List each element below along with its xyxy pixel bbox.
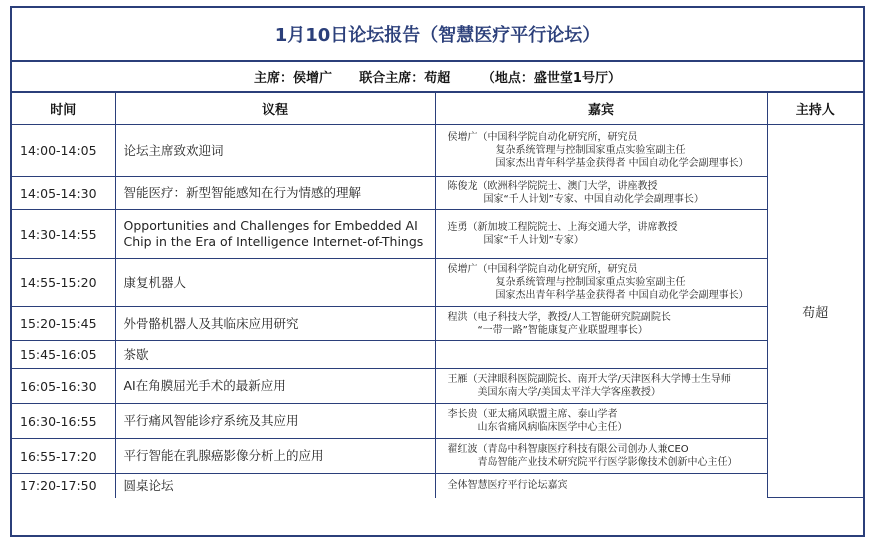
guest-line: 全体智慧医疗平行论坛嘉宾	[447, 480, 568, 492]
agenda-cell: 智能医疗：新型智能感知在行为情感的理解	[115, 177, 435, 210]
guest-line: 青岛智能产业技术研究院平行医学影像技术创新中心主任）	[477, 457, 738, 468]
guest-cell	[435, 259, 767, 307]
guest-cell	[435, 369, 767, 404]
guest-cell	[435, 474, 767, 498]
time-cell: 16:30-16:55	[12, 404, 115, 439]
guest-line: 陈俊龙（欧洲科学院院士、澳门大学，讲座教授	[447, 181, 658, 192]
guest-line: “一带一路”智能康复产业联盟理事长）	[477, 324, 648, 336]
time-cell: 16:05-16:30	[12, 369, 115, 404]
table-row	[12, 341, 863, 369]
guest-line: 复杂系统管理与控制国家重点实验室副主任	[495, 277, 686, 288]
header-agenda: 议程	[115, 93, 435, 125]
header-host: 主持人	[767, 93, 863, 125]
guest-cell	[435, 125, 767, 177]
table-row	[12, 439, 863, 474]
agenda-cell: Opportunities and Challenges for Embedded AI Chip in the Era of Intelligence Internet-of-Things	[115, 210, 435, 259]
guest-cell	[435, 210, 767, 259]
guest-cell	[435, 341, 767, 369]
agenda-cell: 平行痛风智能诊疗系统及其应用	[115, 404, 435, 439]
guest-line: 国家杰出青年科学基金获得者 中国自动化学会副理事长）	[495, 158, 749, 169]
guest-line: 程洪（电子科技大学，教授/人工智能研究院副院长	[447, 311, 671, 323]
header-time: 时间	[12, 93, 115, 125]
header-row	[12, 93, 863, 125]
time-cell: 14:00-14:05	[12, 125, 115, 177]
table-row	[12, 259, 863, 307]
agenda-cell: 圆桌论坛	[115, 474, 435, 498]
agenda-cell: 康复机器人	[115, 259, 435, 307]
table-row	[12, 125, 863, 177]
guest-line: 国家“千人计划”专家、中国自动化学会副理事长）	[483, 194, 704, 205]
guest-line: 李长贵（亚太痛风联盟主席、泰山学者	[447, 409, 618, 420]
agenda-cell: 茶歇	[115, 341, 435, 369]
time-cell: 14:30-14:55	[12, 210, 115, 259]
page-title: 1月10日论坛报告（智慧医疗平行论坛）	[274, 25, 601, 46]
time-cell: 15:45-16:05	[12, 341, 115, 369]
table-row	[12, 210, 863, 259]
host-cell: 苟超	[767, 125, 863, 498]
agenda-cell: 外骨骼机器人及其临床应用研究	[115, 307, 435, 341]
guest-cell	[435, 307, 767, 341]
guest-line: 连勇（新加坡工程院院士、上海交通大学，讲席教授	[447, 222, 678, 233]
guest-line: 侯增广（中国科学院自动化研究所，研究员	[447, 264, 638, 275]
guest-line: 山东省痛风病临床医学中心主任）	[477, 422, 628, 433]
time-cell: 16:55-17:20	[12, 439, 115, 474]
chair-text: 主席：侯增广	[254, 71, 333, 86]
guest-line: 王雁（天津眼科医院副院长、南开大学/天津医科大学博士生导师	[447, 374, 731, 385]
header-guest: 嘉宾	[435, 93, 767, 125]
guest-line: 国家“千人计划”专家）	[483, 235, 584, 246]
guest-line: 美国东南大学/美国太平洋大学客座教授）	[477, 387, 661, 398]
schedule-frame	[10, 6, 865, 537]
table-row	[12, 307, 863, 341]
table-row	[12, 177, 863, 210]
agenda-cell: 论坛主席致欢迎词	[115, 125, 435, 177]
guest-line: 翟红波（青岛中科智康医疗科技有限公司创办人兼CEO	[447, 444, 689, 455]
table-row	[12, 369, 863, 404]
guest-line: 复杂系统管理与控制国家重点实验室副主任	[495, 145, 686, 156]
guest-cell	[435, 404, 767, 439]
agenda-cell: AI在角膜屈光手术的最新应用	[115, 369, 435, 404]
agenda-cell: 平行智能在乳腺癌影像分析上的应用	[115, 439, 435, 474]
time-cell: 17:20-17:50	[12, 474, 115, 498]
table-row	[12, 404, 863, 439]
guest-line: 侯增广（中国科学院自动化研究所，研究员	[447, 132, 638, 143]
co-chair-text: 联合主席：苟超	[359, 71, 451, 86]
guest-cell	[435, 177, 767, 210]
location-text: （地点：盛世堂1号厅）	[481, 71, 621, 86]
time-cell: 14:05-14:30	[12, 177, 115, 210]
guest-line: 国家杰出青年科学基金获得者 中国自动化学会副理事长）	[495, 290, 749, 301]
time-cell: 14:55-15:20	[12, 259, 115, 307]
chair-info	[12, 60, 863, 93]
guest-cell	[435, 439, 767, 474]
time-cell: 15:20-15:45	[12, 307, 115, 341]
schedule-table	[12, 93, 863, 498]
table-row	[12, 474, 863, 498]
